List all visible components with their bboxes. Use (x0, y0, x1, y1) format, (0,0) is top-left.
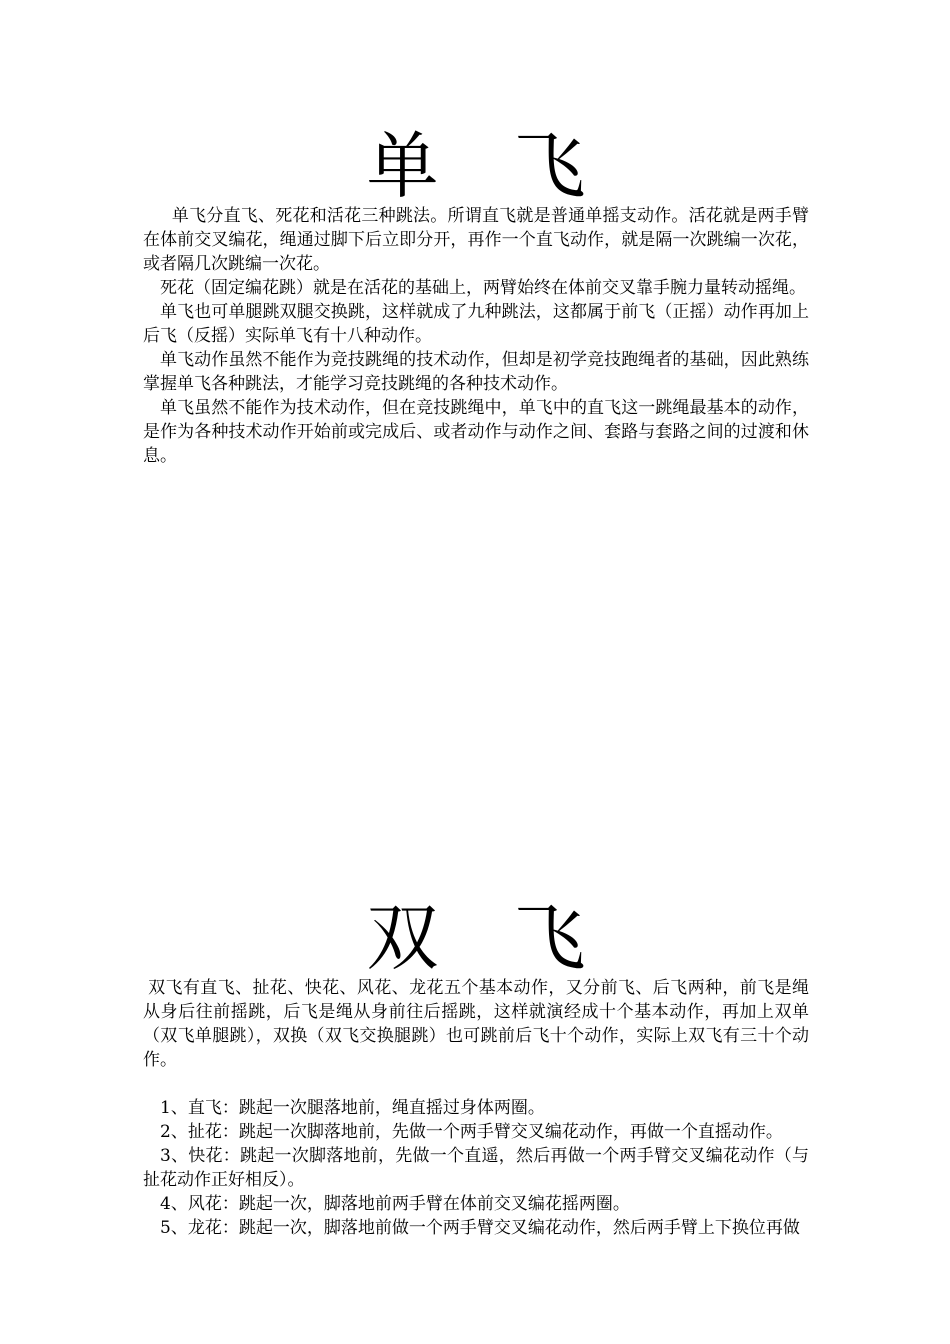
spacer (143, 1072, 809, 1096)
list-item: 1、直飞：跳起一次腿落地前，绳直摇过身体两圈。 (160, 1098, 545, 1118)
paragraph: 单飞分直飞、死花和活花三种跳法。所谓直飞就是普通单摇支动作。活花就是两手臂在体前交叉编花，绳通过脚下后立即分开，再作一个直飞动作，就是隔一次跳编一次花，或者隔几次跳编一次花。 (143, 206, 809, 274)
section-title: 单 飞 (366, 124, 612, 208)
section-double-jump (143, 898, 809, 1240)
paragraph: 单飞虽然不能作为技术动作，但在竞技跳绳中，单飞中的直飞这一跳绳最基本的动作，是作为各种技术动作开始前或完成后、或者动作与动作之间、套路与套路之间的过渡和休息。 (143, 398, 809, 466)
move-list (143, 1096, 809, 1240)
paragraph: 死花（固定编花跳）就是在活花的基础上，两臂始终在体前交叉靠手腕力量转动摇绳。 (160, 278, 806, 298)
section-title: 双 飞 (366, 896, 612, 980)
paragraph: 单飞也可单腿跳双腿交换跳，这样就成了九种跳法，这都属于前飞（正摇）动作再加上后飞（反摇）实际单飞有十八种动作。 (143, 302, 809, 346)
paragraph: 单飞动作虽然不能作为竞技跳绳的技术动作，但却是初学竞技跑绳者的基础，因此熟练掌握单飞各种跳法，才能学习竞技跳绳的各种技术动作。 (143, 350, 809, 394)
list-item: 3、快花：跳起一次脚落地前，先做一个直遥，然后再做一个两手臂交叉编花动作（与扯花动作正好相反）。 (143, 1146, 809, 1190)
list-item: 4、风花：跳起一次，脚落地前两手臂在体前交叉编花摇两圈。 (160, 1194, 630, 1214)
section-single-jump (143, 126, 809, 468)
list-item: 2、扯花：跳起一次脚落地前，先做一个两手臂交叉编花动作，再做一个直摇动作。 (160, 1122, 783, 1142)
list-item: 5、龙花：跳起一次，脚落地前做一个两手臂交叉编花动作，然后两手臂上下换位再做 (160, 1218, 800, 1238)
intro-paragraph: 双飞有直飞、扯花、快花、风花、龙花五个基本动作，又分前飞、后飞两种，前飞是绳从身后往前摇跳，后飞是绳从身前往后摇跳，这样就演经成十个基本动作，再加上双单（双飞单腿跳），双换（双飞交换腿跳）也可跳前后飞十个动作，实际上双飞有三十个动作。 (143, 978, 809, 1070)
